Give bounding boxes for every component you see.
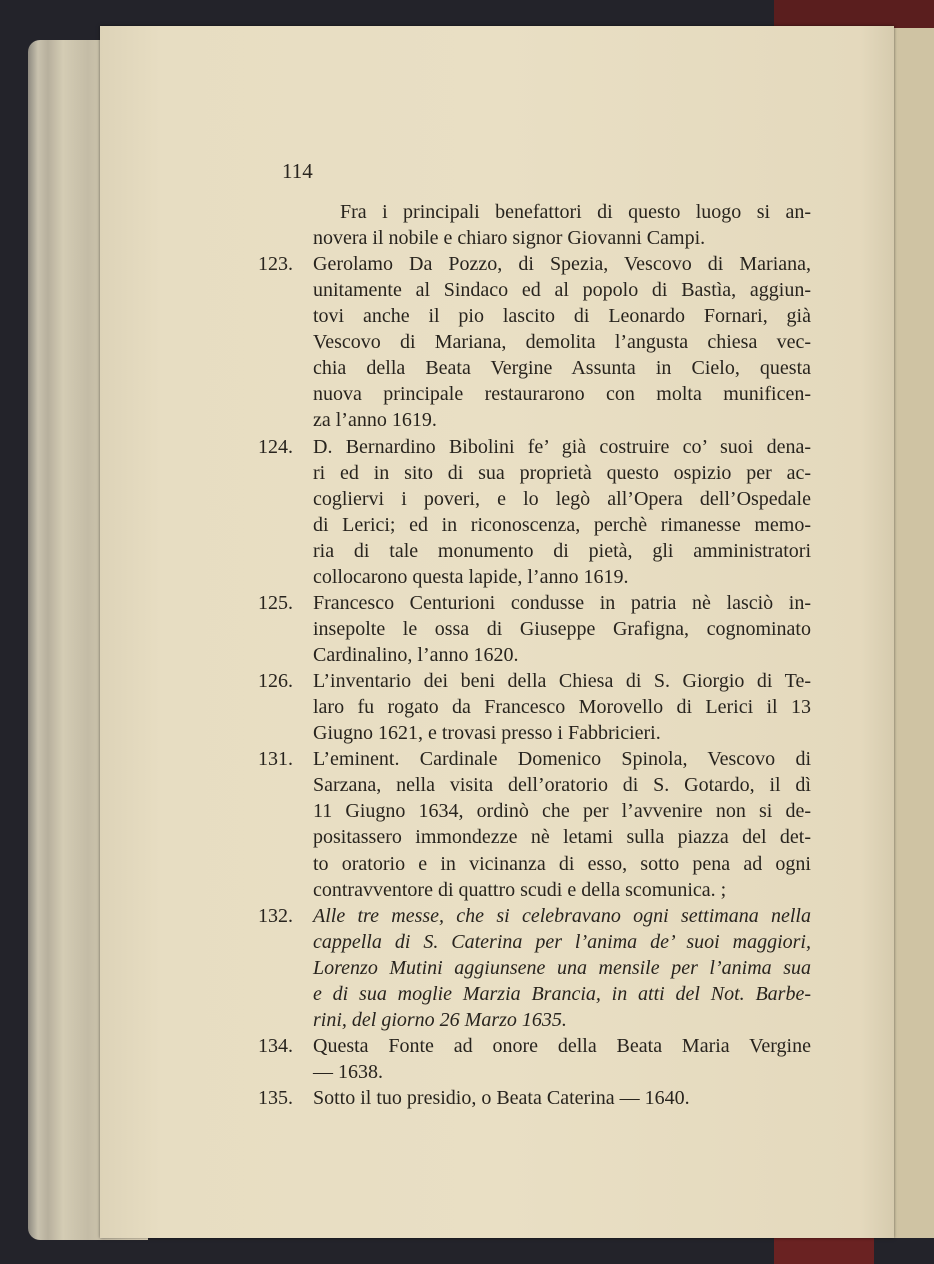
entry-line: insepolte le ossa di Giuseppe Grafigna, cognominato <box>313 617 811 640</box>
entry-line: nuova principale restaurarono con molta munificen- <box>313 383 811 406</box>
entry-line: positassero immondezze nè letami sulla piazza del det- <box>313 826 811 849</box>
entry-number: 125. <box>258 591 293 614</box>
intro-line: novera il nobile e chiaro signor Giovanni Campi. <box>313 227 706 250</box>
entry-line: rini, del giorno 26 Marzo 1635. <box>313 1008 567 1031</box>
entry-number: 123. <box>258 253 293 276</box>
entry-number: 135. <box>258 1087 293 1110</box>
page-number: 114 <box>282 159 313 183</box>
entry-line: 11 Giugno 1634, ordinò che per l’avvenire non si de- <box>313 800 811 823</box>
intro-line: Fra i principali benefattori di questo luogo si an- <box>340 201 811 223</box>
entry-line: Questa Fonte ad onore della Beata Maria Vergine <box>313 1034 811 1057</box>
entry-line: ri ed in sito di sua proprietà questo ospizio per ac- <box>313 461 811 484</box>
entry-line: Alle tre messe, che si celebravano ogni settimana nella <box>313 904 811 927</box>
entry-line: cappella di S. Caterina per l’anima de’ suoi maggiori, <box>313 930 811 953</box>
entry-number: 124. <box>258 435 293 458</box>
entry-line: — 1638. <box>313 1060 383 1083</box>
entry-line: collocarono questa lapide, l’anno 1619. <box>313 565 629 588</box>
entry-line: D. Bernardino Bibolini fe’ già costruire co’ suoi dena- <box>313 435 811 458</box>
entry-line: ria di tale monumento di pietà, gli amministratori <box>313 539 811 562</box>
entry-line: L’eminent. Cardinale Domenico Spinola, Vescovo di <box>313 748 811 771</box>
entry-line: tovi anche il pio lascito di Leonardo Fornari, già <box>313 305 811 328</box>
entry-line: to oratorio e in vicinanza di esso, sotto pena ad ogni <box>313 852 811 875</box>
bookmark-ribbon-bottom <box>774 1234 874 1264</box>
entry-line: chia della Beata Vergine Assunta in Cielo, questa <box>313 357 811 380</box>
entry-line: contravventore di quattro scudi e della scomunica. ; <box>313 878 727 901</box>
entry-line: za l’anno 1619. <box>313 409 437 432</box>
entry-line: di Lerici; ed in riconoscenza, perchè rimanesse memo- <box>313 513 811 536</box>
entry-line: e di sua moglie Marzia Brancia, in atti del Not. Barbe- <box>313 982 811 1005</box>
entry-line: Giugno 1621, e trovasi presso i Fabbricieri. <box>313 722 661 745</box>
entry-line: laro fu rogato da Francesco Morovello di Lerici il 13 <box>313 696 811 719</box>
entry-line: Vescovo di Mariana, demolita l’angusta chiesa vec- <box>313 331 811 354</box>
entry-number: 126. <box>258 670 293 693</box>
entry-number: 131. <box>258 748 293 771</box>
entry-line: unitamente al Sindaco ed al popolo di Bastìa, aggiun- <box>313 279 811 302</box>
entry-line: Francesco Centurioni condusse in patria nè lasciò in- <box>313 591 811 614</box>
entry-line: cogliervi i poveri, e lo legò all’Opera dell’Ospedale <box>313 487 811 510</box>
entry-line: Sotto il tuo presidio, o Beata Caterina — 1640. <box>313 1087 690 1110</box>
entry-line: Cardinalino, l’anno 1620. <box>313 644 519 667</box>
entry-number: 134. <box>258 1034 293 1057</box>
entry-line: Lorenzo Mutini aggiunsene una mensile per l’anima sua <box>313 956 811 979</box>
entry-number: 132. <box>258 904 293 927</box>
entry-line: Sarzana, nella visita dell’oratorio di S. Gotardo, il dì <box>313 774 811 797</box>
entry-line: L’inventario dei beni della Chiesa di S. Giorgio di Te- <box>313 670 811 693</box>
entry-line: Gerolamo Da Pozzo, di Spezia, Vescovo di Mariana, <box>313 253 811 276</box>
